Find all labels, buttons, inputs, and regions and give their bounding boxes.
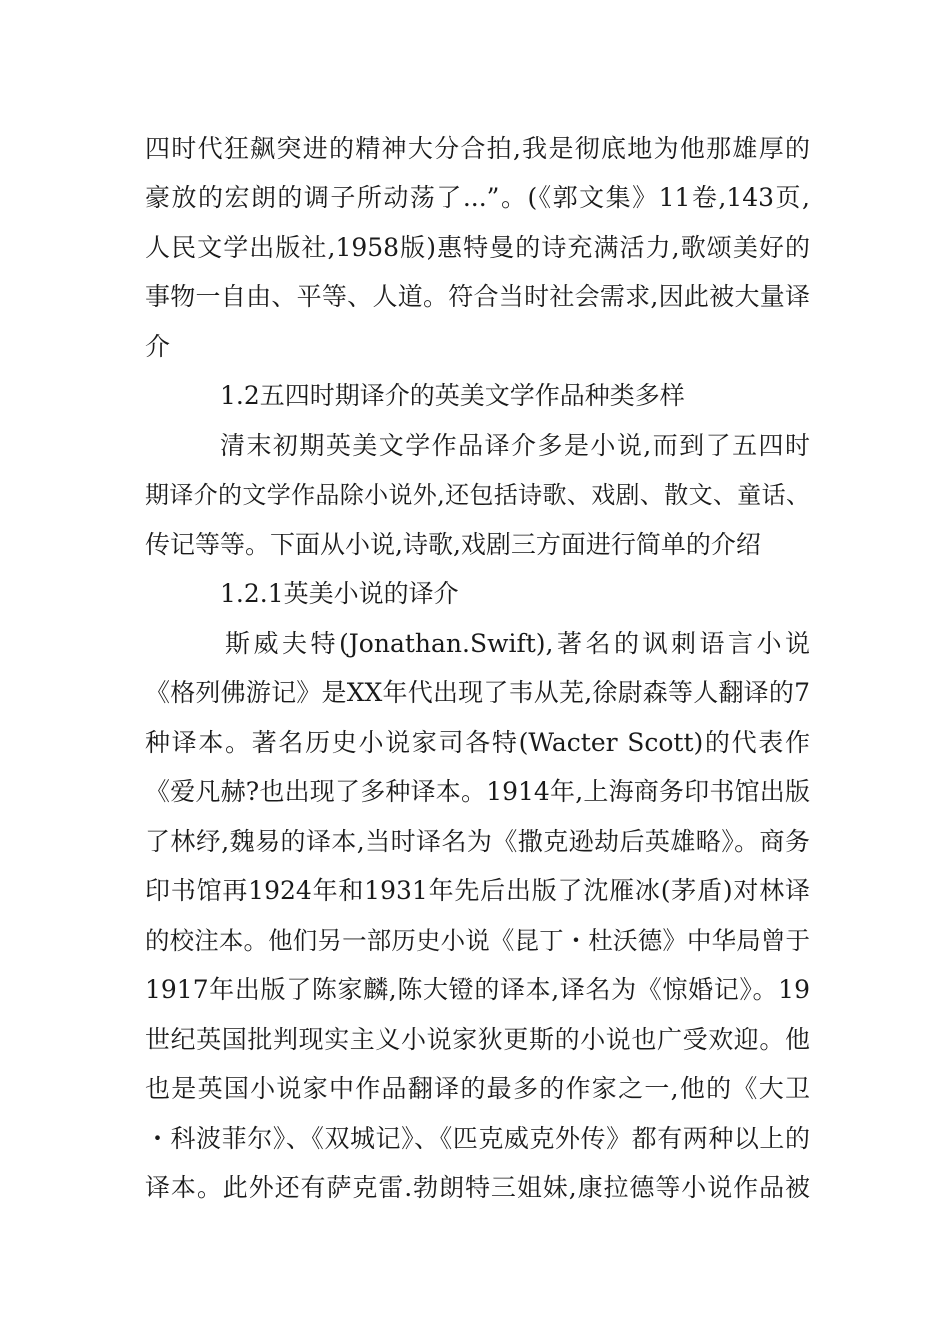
text-line-13: 种译本。著名历史小说家司各特(Wacter Scott)的代表作 [145, 728, 810, 757]
text-line-1: 四时代狂飙突进的精神大分合拍,我是彻底地为他那雄厚的 [145, 134, 810, 163]
text-line-8: 期译介的文学作品除小说外,还包括诗歌、戏剧、散文、童话、 [145, 481, 810, 509]
text-line-19: 世纪英国批判现实主义小说家狄更斯的小说也广受欢迎。他 [145, 1025, 810, 1054]
text-line-4: 事物一自由、平等、人道。符合当时社会需求,因此被大量译 [145, 282, 810, 311]
text-line-16: 印书馆再1924年和1931年先后出版了沈雁冰(茅盾)对林译 [145, 876, 810, 905]
text-line-14: 《爱凡赫?也出现了多种译本。1914年,上海商务印书馆出版 [145, 777, 810, 806]
text-line-15: 了林纾,魏易的译本,当时译名为《撒克逊劫后英雄略》。商务 [145, 827, 810, 856]
section-heading-1-2: 1.2五四时期译介的英美文学作品种类多样 [220, 381, 685, 410]
text-line-11: 斯威夫特(Jonathan.Swift),著名的讽刺语言小说 [225, 629, 810, 658]
text-line-9: 传记等等。下面从小说,诗歌,戏剧三方面进行简单的介绍 [145, 530, 761, 559]
section-heading-1-2-1: 1.2.1英美小说的译介 [220, 579, 459, 608]
text-line-12: 《格列佛游记》是XX年代出现了韦从芜,徐尉森等人翻译的7 [145, 678, 810, 707]
text-line-22: 译本。此外还有萨克雷.勃朗特三姐妹,康拉德等小说作品被 [145, 1173, 810, 1202]
text-line-17: 的校注本。他们另一部历史小说《昆丁・杜沃德》中华局曾于 [145, 926, 810, 955]
text-line-20: 也是英国小说家中作品翻译的最多的作家之一,他的《大卫 [145, 1074, 810, 1103]
text-line-18: 1917年出版了陈家麟,陈大镫的译本,译名为《惊婚记》。19 [145, 975, 810, 1004]
text-line-2: 豪放的宏朗的调子所动荡了...”。(《郭文集》11卷,143页, [145, 183, 810, 212]
text-line-21: ・科波菲尔》、《双城记》、《匹克威克外传》都有两种以上的 [145, 1124, 810, 1153]
text-line-3: 人民文学出版社,1958版)惠特曼的诗充满活力,歌颂美好的 [145, 233, 810, 262]
text-line-5: 介 [145, 332, 171, 361]
text-line-7: 清末初期英美文学作品译介多是小说,而到了五四时 [220, 431, 810, 460]
